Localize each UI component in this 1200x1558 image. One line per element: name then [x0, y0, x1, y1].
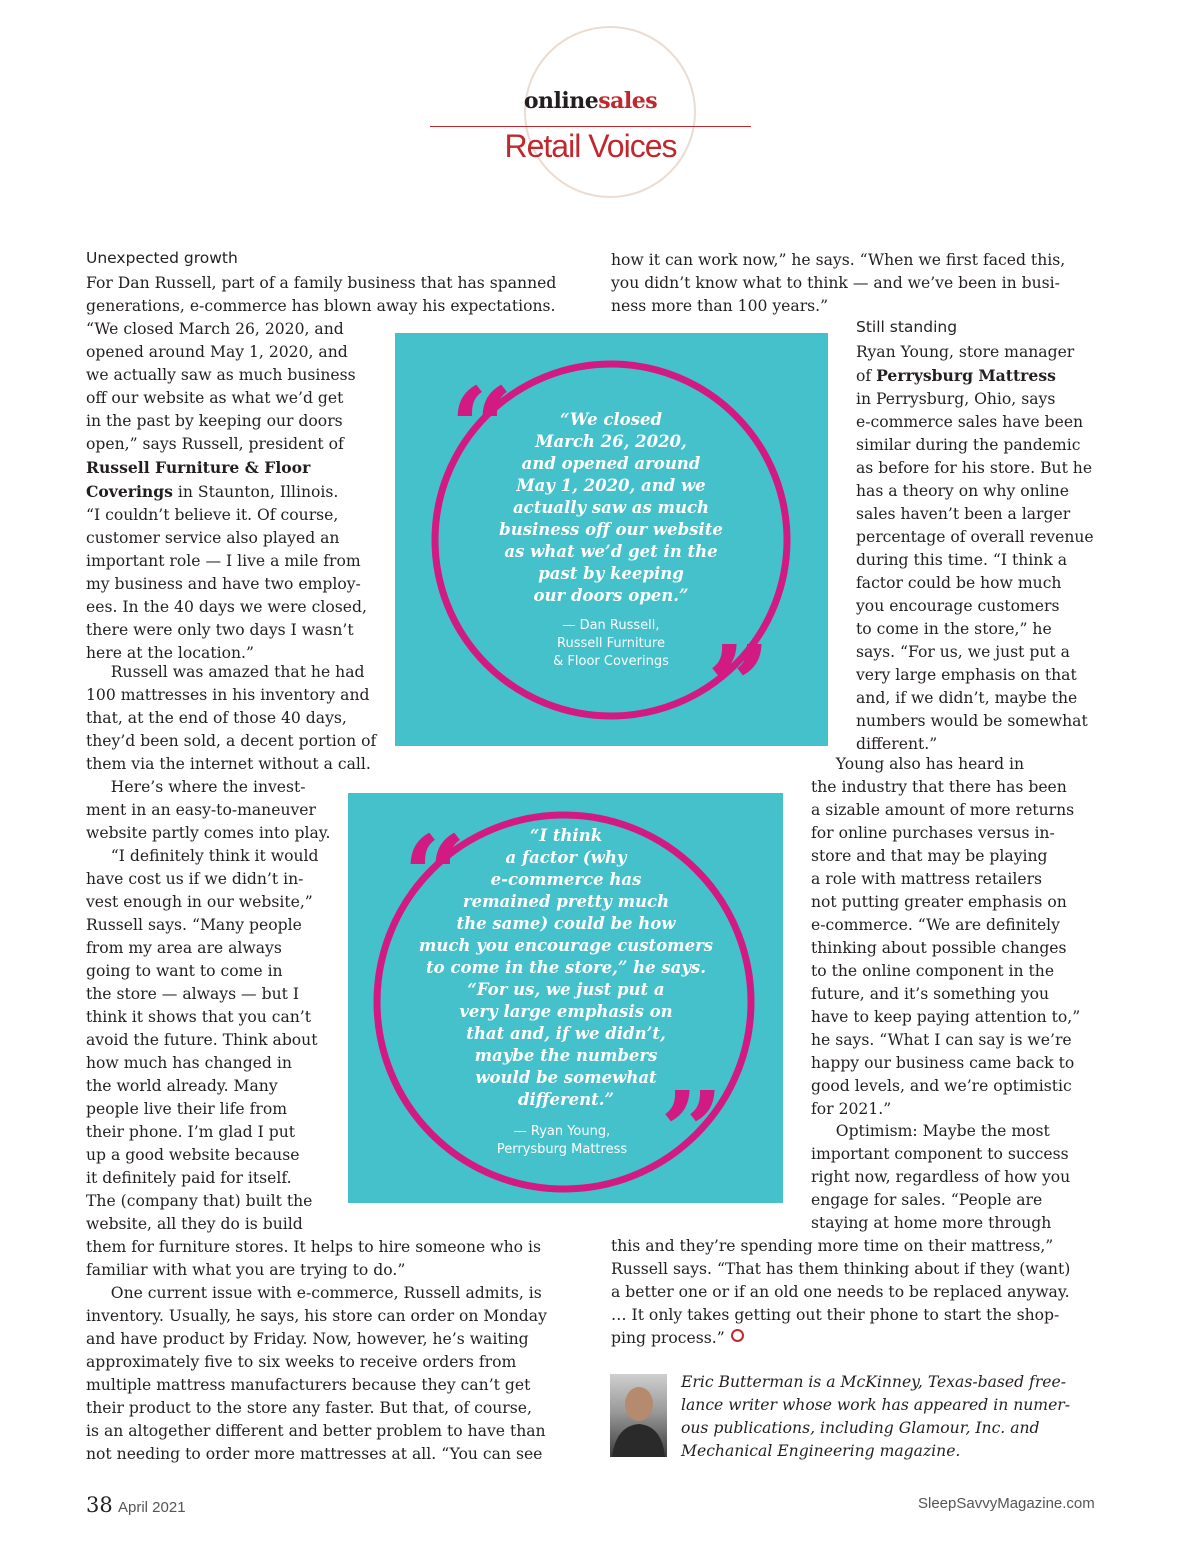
- open-quote-mark-icon: “: [403, 811, 467, 940]
- paragraph-3: Here’s where the invest- ment in an easy-to-maneuver website partly comes into play.: [86, 778, 331, 842]
- col2-paragraph-1: Ryan Young, store manager of Perrysburg Mattress in Perrysburg, Ohio, says e-commerce sales have been similar during the pandemic as before for his store. But he has a theory on why online sales haven’t been a larger percentage of overall revenue during this time. “I think a factor could be how much you encourage customers to come in the store,” he says. “For us, we just put a very large emphasis on that and, if we didn’t, maybe the numbers would be somewhat different.”: [856, 343, 1094, 753]
- paragraph-5: One current issue with e-commerce, Russell admits, is inventory. Usually, he says, his store can order on Monday and have product by Friday. Now, however, he’s waiting approximately five to six weeks to receive orders from multiple mattress manufacturers because they can’t get their product to the store any faster. But that, of course, is an altogether different and better problem to have than not needing to order more mattresses at all. “You can see: [86, 1284, 547, 1463]
- quote-2-text: “I think a factor (why e-commerce has remained pretty much the same) could be how much you encourage customers to come in the store,” he says. “For us, we just put a very large emphasis on that and, if we didn’t, maybe the numbers would be somewhat different.”: [418, 826, 714, 1109]
- magazine-website: SleepSavvyMagazine.com: [918, 1495, 1095, 1512]
- close-quote-mark-icon: ”: [707, 621, 771, 750]
- quote-1-attribution: — Dan Russell, Russell Furniture & Floor Coverings: [553, 618, 669, 669]
- paragraph-1: “We closed March 26, 2020, and opened around May 1, 2020, and we actually saw as much business off our website as what we’d get in the past by keeping our doors open,” says Russell, president of Russell Furniture & Floor Coverings in Staunton, Illinois. “I couldn’t believe it. Of course, customer service also played an important role — I live a mile from my business and have two employ- ees. In the 40 days we were closed, there were only two days I wasn’t here at the location.”: [86, 320, 367, 662]
- col2-paragraph-2: Young also has heard in the industry that there has been a sizable amount of more returns for online purchases versus in- store and that may be playing a role with mattress retailers not putting greater emphasis on e-commerce. “We are definitely thinking about possible changes to the online component in the future, and it’s something you have to keep paying attention to,” he says. “What I can say is we’re happy our business came back to good levels, and we’re optimistic for 2021.”: [811, 755, 1081, 1118]
- paragraph-4-end: them for furniture stores. It helps to hire someone who is familiar with what you are trying to do.”: [86, 1238, 541, 1279]
- subhead-unexpected-growth: Unexpected growth: [86, 249, 238, 267]
- author-photo: [610, 1374, 667, 1457]
- open-quote-mark-icon: “: [450, 363, 514, 492]
- close-quote-mark-icon: ”: [660, 1067, 724, 1196]
- end-of-article-mark: [731, 1329, 744, 1342]
- issue-date: April 2021: [118, 1499, 186, 1516]
- author-silhouette-icon: [610, 1374, 667, 1457]
- pull-quote-2: [348, 793, 783, 1203]
- col2-paragraph-3-end: this and they’re spending more time on their mattress,” Russell says. “That has them thinking about if they (want) a better one or if an old one needs to be replaced anyway. … It only takes getting out their phone to start the shop- ping process.”: [611, 1237, 1071, 1347]
- pull-quote-1: [395, 333, 828, 750]
- intro-paragraph: For Dan Russell, part of a family business that has spanned generations, e-commerce has blown away his expectations.: [86, 274, 557, 315]
- company-name-perrysburg: Perrysburg Mattress: [876, 366, 1056, 385]
- company-name-russell: Russell Furniture & Floor Coverings: [86, 458, 311, 501]
- paragraph-4: “I definitely think it would have cost us if we didn’t in- vest enough in our website,” Russell says. “Many people from my area are always going to want to come in the store — always — but I think it shows that you can’t avoid the future. Think about how much has changed in the world already. Many people live their life from their phone. I’m glad I put up a good website because it definitely paid for itself. The (company that) built the website, all they do is build: [86, 847, 319, 1233]
- author-bio: Eric Butterman is a McKinney, Texas-based free- lance writer whose work has appeared in numer- ous publications, including Glamour, Inc. and Mechanical Engineering magazine.: [681, 1373, 1071, 1460]
- paragraph-2: Russell was amazed that he had 100 mattresses in his inventory and that, at the end of those 40 days, they’d been sold, a decent portion of them via the internet without a call.: [86, 663, 377, 773]
- col2-paragraph-3: Optimism: Maybe the most important component to success right now, regardless of how you engage for sales. “People are staying at home more through: [811, 1122, 1071, 1232]
- subhead-still-standing: Still standing: [856, 318, 958, 336]
- quote-1-text: “We closed March 26, 2020, and opened around May 1, 2020, and we actually saw as much business off our website as what we’d get in the past by keeping our doors open.”: [499, 410, 723, 605]
- page-number: 38: [86, 1493, 113, 1517]
- col2-top-paragraph: how it can work now,” he says. “When we first faced this, you didn’t know what to think — and we’ve been in busi- ness more than 100 years.”: [611, 251, 1066, 315]
- header-rule: [430, 126, 751, 127]
- section-label: onlinesales: [523, 88, 658, 114]
- quote-2-attribution: — Ryan Young, Perrysburg Mattress: [496, 1124, 628, 1157]
- page-title: Retail Voices: [504, 128, 677, 164]
